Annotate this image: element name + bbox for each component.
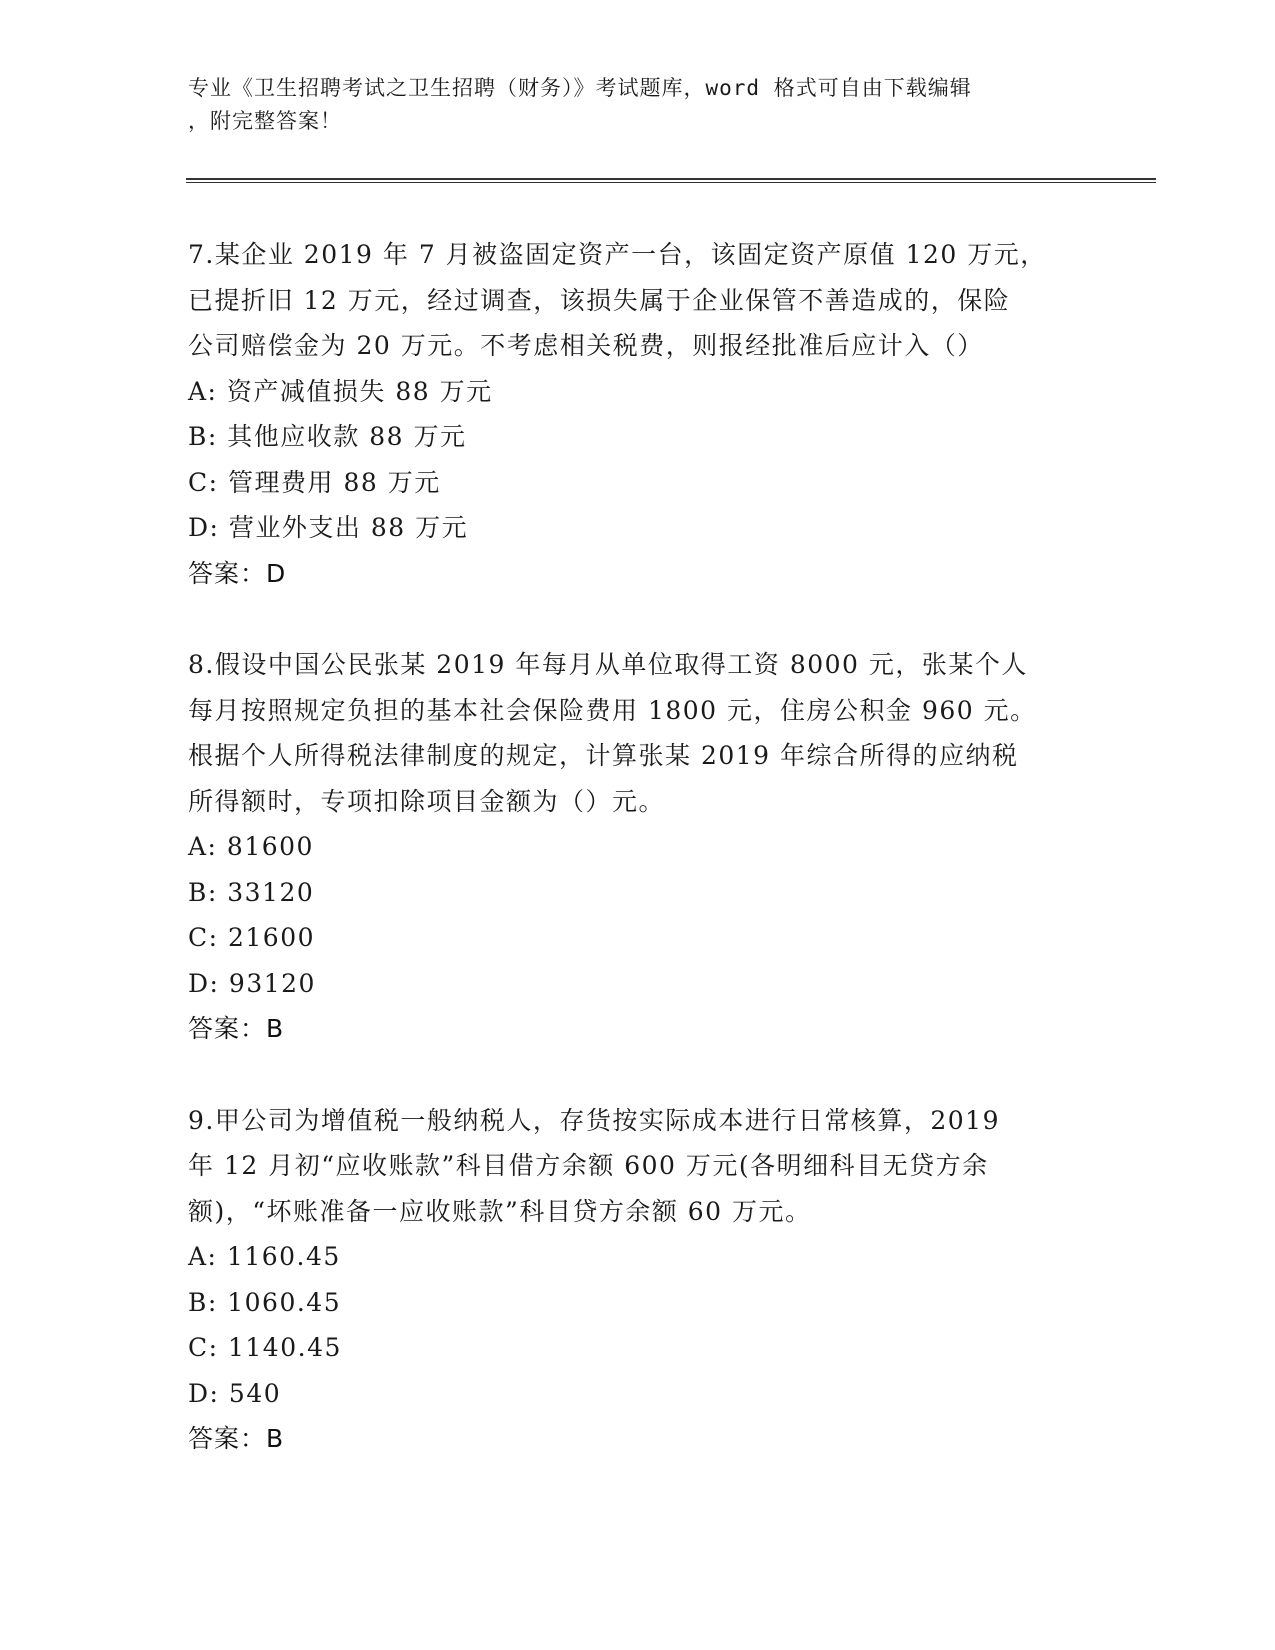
option-c: C: 1140.45 xyxy=(188,1333,342,1362)
question-stem-line: 额)，“坏账准备一应收账款”科目贷方余额 60 万元。 xyxy=(188,1196,812,1226)
option-a: A: 1160.45 xyxy=(188,1242,341,1271)
option-b: B: 33120 xyxy=(188,877,315,907)
option-a: A: 资产减值损失 88 万元 xyxy=(188,376,493,406)
option-d: D: 营业外支出 88 万元 xyxy=(188,513,469,542)
answer: 答案：D xyxy=(188,558,287,588)
answer: 答案：B xyxy=(188,1424,285,1453)
question-7 xyxy=(188,232,1088,596)
option-b: B: 1060.45 xyxy=(188,1287,342,1317)
question-stem-line: 7.某企业 2019 年 7 月被盗固定资产一台，该固定资产原值 120 万元， xyxy=(188,240,1047,269)
option-b: B: 其他应收款 88 万元 xyxy=(188,422,467,451)
header-line-2: ，附完整答案！ xyxy=(188,109,342,133)
question-9 xyxy=(188,1098,1088,1462)
question-8 xyxy=(188,642,1088,1052)
question-stem-line: 所得额时，专项扣除项目金额为（）元。 xyxy=(188,786,666,816)
question-stem-line: 已提折旧 12 万元，经过调查，该损失属于企业保管不善造成的，保险 xyxy=(188,285,1011,315)
option-d: D: 93120 xyxy=(188,968,316,998)
question-stem-line: 每月按照规定负担的基本社会保险费用 1800 元，住房公积金 960 元。 xyxy=(188,695,1037,725)
question-stem-line: 公司赔偿金为 20 万元。不考虑相关税费，则报经批准后应计入（） xyxy=(188,331,984,360)
option-c: C: 21600 xyxy=(188,923,316,952)
question-list xyxy=(188,232,1088,1508)
question-stem-line: 9.甲公司为增值税一般纳税人，存货按实际成本进行日常核算，2019 xyxy=(188,1105,1000,1135)
document-header xyxy=(188,72,1088,138)
header-line-1: 专业《卫生招聘考试之卫生招聘（财务）》考试题库，word 格式可自由下载编辑 xyxy=(188,76,972,100)
question-stem-line: 年 12 月初“应收账款”科目借方余额 600 万元(各明细科目无贷方余 xyxy=(188,1151,989,1180)
option-a: A: 81600 xyxy=(188,832,314,861)
option-d: D: 540 xyxy=(188,1378,282,1408)
question-stem-line: 根据个人所得税法律制度的规定，计算张某 2019 年综合所得的应纳税 xyxy=(188,741,1019,770)
header-divider xyxy=(186,178,1156,183)
answer: 答案：B xyxy=(188,1014,285,1043)
question-stem-line: 8.假设中国公民张某 2019 年每月从单位取得工资 8000 元，张某个人 xyxy=(188,650,1028,679)
option-c: C: 管理费用 88 万元 xyxy=(188,467,441,497)
